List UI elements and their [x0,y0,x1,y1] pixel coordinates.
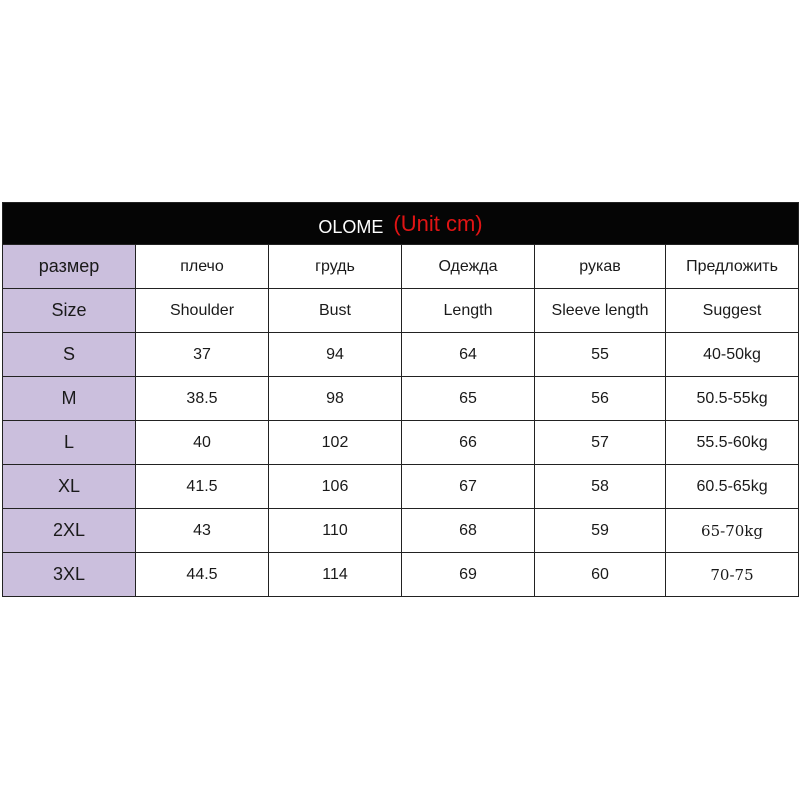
sleeve-length-cell: 60 [535,553,666,597]
table-title [3,203,799,245]
table-row [3,377,799,421]
header-cell-bust-en: Bust [269,289,402,333]
length-cell: 65 [402,377,535,421]
table-title-row [3,203,799,245]
header-cell-sleeve-ru: рукав [535,245,666,289]
header-cell-suggest-en: Suggest [666,289,799,333]
length-cell: 69 [402,553,535,597]
length-cell: 64 [402,333,535,377]
suggest-cell: 65-70kg [666,509,799,553]
size-cell: 3XL [3,553,136,597]
size-cell: L [3,421,136,465]
size-chart-table [2,202,799,597]
bust-cell: 106 [269,465,402,509]
bust-cell: 94 [269,333,402,377]
header-cell-shoulder-en: Shoulder [136,289,269,333]
sleeve-length-cell: 57 [535,421,666,465]
header-cell-size-en: Size [3,289,136,333]
table-row [3,465,799,509]
sleeve-length-cell: 56 [535,377,666,421]
suggest-cell: 55.5-60kg [666,421,799,465]
table-row [3,333,799,377]
shoulder-cell: 41.5 [136,465,269,509]
bust-cell: 98 [269,377,402,421]
size-cell: 2XL [3,509,136,553]
header-row-english [3,289,799,333]
header-cell-sleeve-en: Sleeve length [535,289,666,333]
size-cell: M [3,377,136,421]
unit-label: (Unit cm) [393,210,483,236]
header-cell-size-ru: размер [3,245,136,289]
length-cell: 67 [402,465,535,509]
shoulder-cell: 37 [136,333,269,377]
header-cell-shoulder-ru: плечо [136,245,269,289]
suggest-cell: 70-75 [666,553,799,597]
shoulder-cell: 38.5 [136,377,269,421]
sleeve-length-cell: 59 [535,509,666,553]
suggest-cell: 40-50kg [666,333,799,377]
length-cell: 66 [402,421,535,465]
sleeve-length-cell: 58 [535,465,666,509]
shoulder-cell: 43 [136,509,269,553]
size-cell: S [3,333,136,377]
shoulder-cell: 44.5 [136,553,269,597]
table-row [3,421,799,465]
header-cell-length-ru: Одежда [402,245,535,289]
brand-name: OLOME [318,216,384,237]
bust-cell: 110 [269,509,402,553]
table-row [3,509,799,553]
shoulder-cell: 40 [136,421,269,465]
header-cell-suggest-ru: Предложить [666,245,799,289]
suggest-cell: 50.5-55kg [666,377,799,421]
header-cell-length-en: Length [402,289,535,333]
size-cell: XL [3,465,136,509]
header-cell-bust-ru: грудь [269,245,402,289]
bust-cell: 102 [269,421,402,465]
length-cell: 68 [402,509,535,553]
suggest-cell: 60.5-65kg [666,465,799,509]
table-row [3,553,799,597]
bust-cell: 114 [269,553,402,597]
sleeve-length-cell: 55 [535,333,666,377]
header-row-russian [3,245,799,289]
